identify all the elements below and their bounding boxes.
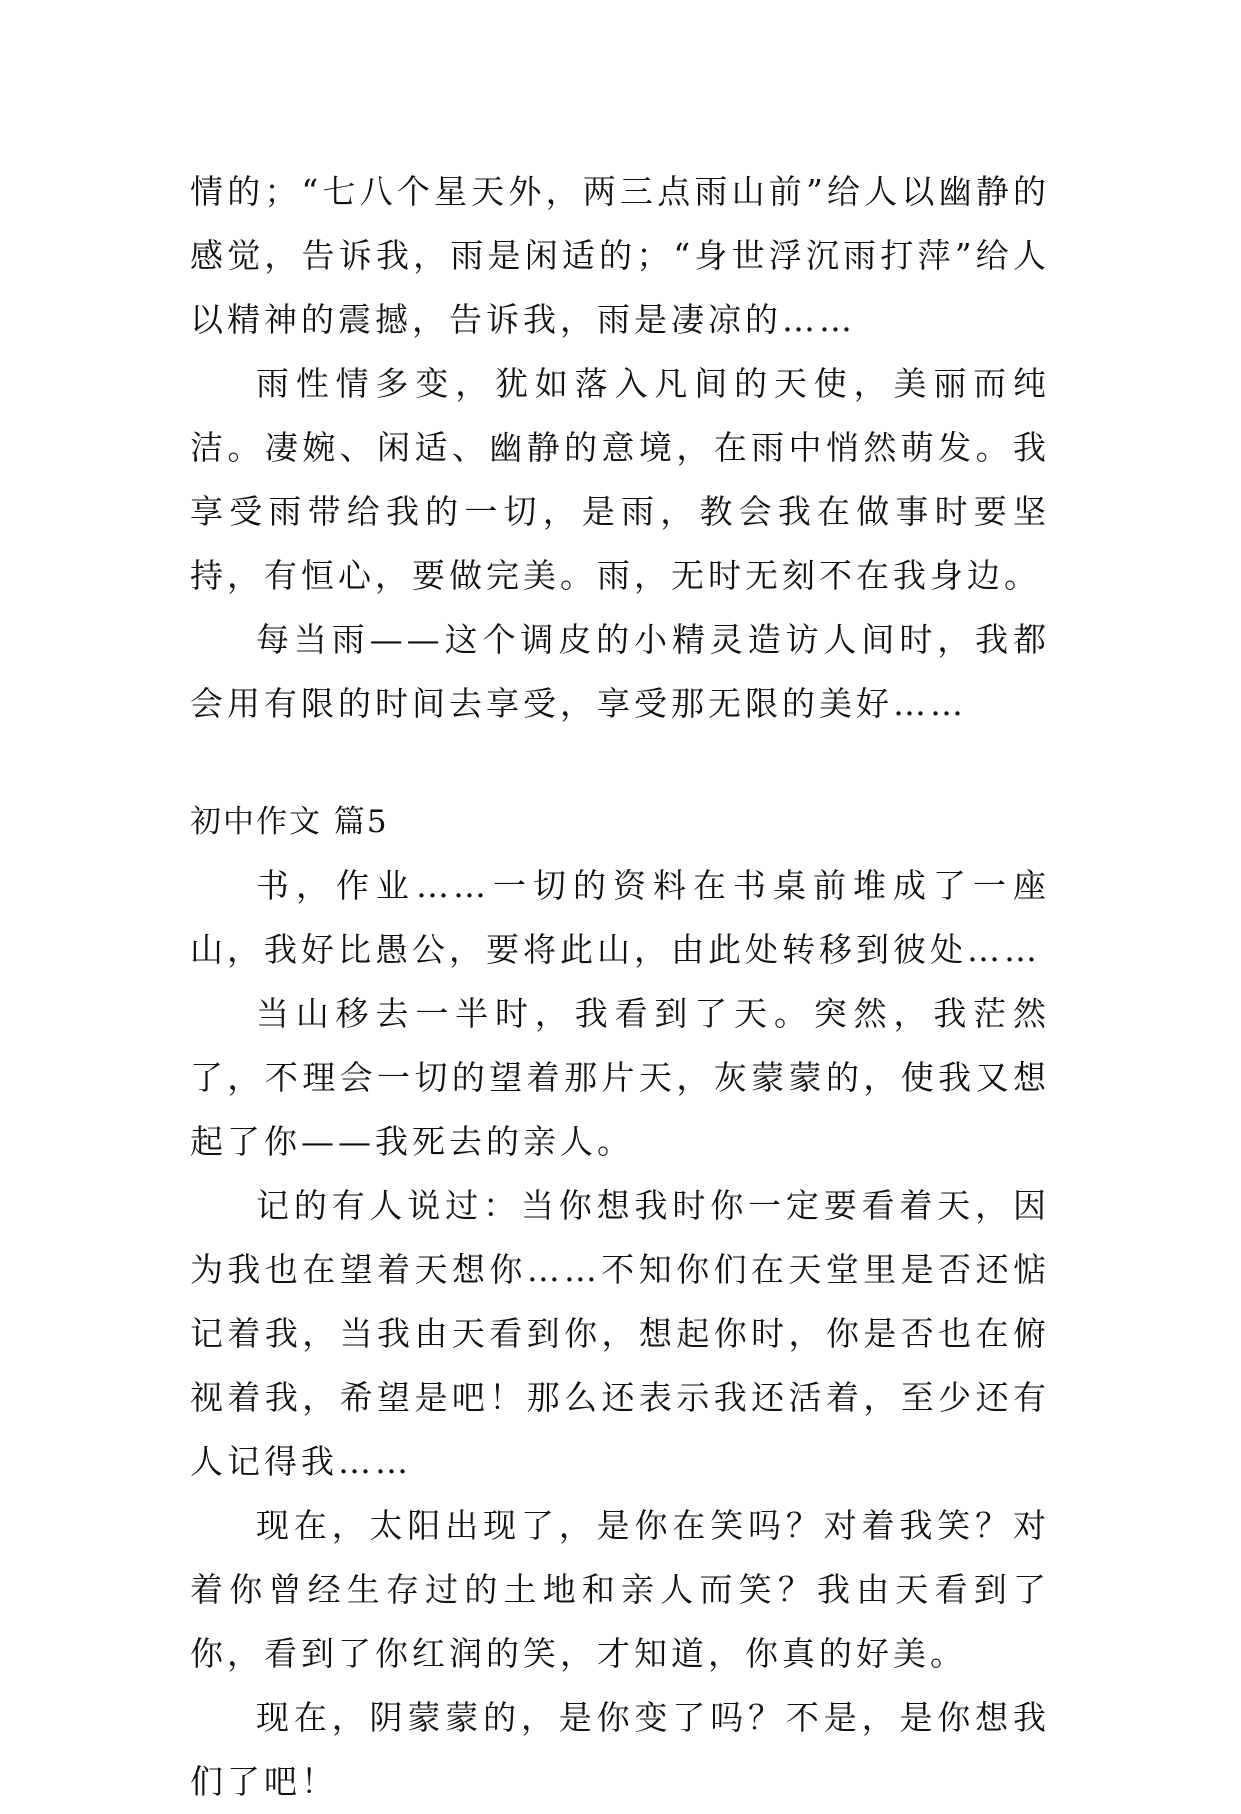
- paragraph-rain-spirit: 每当雨——这个调皮的小精灵造访人间时，我都会用有限的时间去享受，享受那无限的美好……: [190, 620, 1050, 723]
- paragraph-sky: 当山移去一半时，我看到了天。突然，我茫然了，不理会一切的望着那片天，灰蒙蒙的，使我又想起了你——我死去的亲人。: [190, 994, 1050, 1161]
- continued-paragraph: 情的；“七八个星天外，两三点雨山前”给人以幽静的感觉，告诉我，雨是闲适的；“身世浮沉雨打萍”给人以精神的震撼，告诉我，雨是凄凉的……: [190, 172, 1050, 339]
- paragraph-cloudy: 现在，阴蒙蒙的，是你变了吗？不是，是你想我们了吧！: [190, 1698, 1050, 1801]
- paragraph-sun: 现在，太阳出现了，是你在笑吗？对着我笑？对着你曾经生存过的土地和亲人而笑？我由天看到了你，看到了你红润的笑，才知道，你真的好美。: [190, 1506, 1050, 1673]
- section-title: 初中作文 篇5: [190, 804, 389, 840]
- document-body: [190, 160, 1050, 1814]
- paragraph-rain-nature: 雨性情多变，犹如落入凡间的天使，美丽而纯洁。凄婉、闲适、幽静的意境，在雨中悄然萌发。我享受雨带给我的一切，是雨，教会我在做事时要坚持，有恒心，要做完美。雨，无时无刻不在我身边。: [190, 364, 1050, 595]
- paragraph-remember: 记的有人说过：当你想我时你一定要看着天，因为我也在望着天想你……不知你们在天堂里是否还惦记着我，当我由天看到你，想起你时，你是否也在俯视着我，希望是吧！那么还表示我还活着，至少还有人记得我……: [190, 1186, 1050, 1481]
- paragraph-books-homework: 书，作业……一切的资料在书桌前堆成了一座山，我好比愚公，要将此山，由此处转移到彼处……: [190, 866, 1050, 969]
